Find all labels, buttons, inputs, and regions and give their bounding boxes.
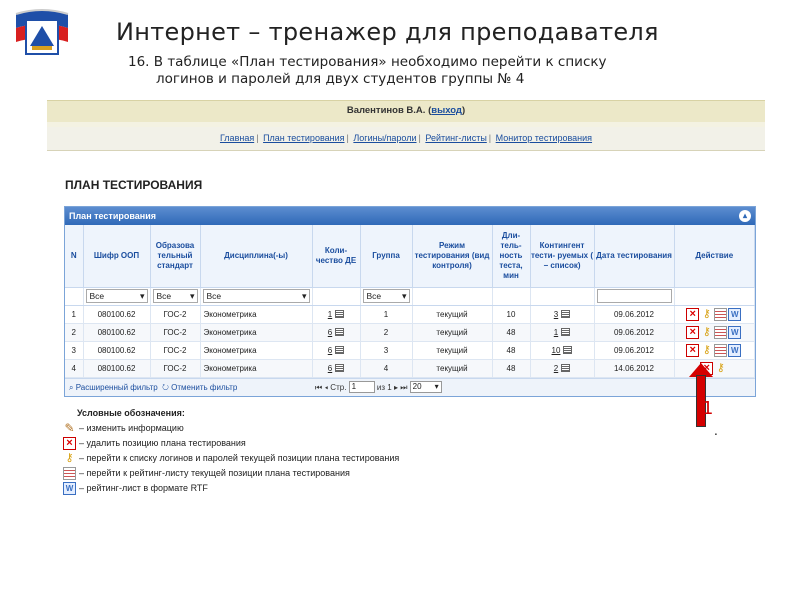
cell-contingent <box>530 323 594 341</box>
pager-center <box>315 379 442 397</box>
legend-title: Условные обозначения: <box>77 408 185 418</box>
legend-item <box>63 481 399 496</box>
table-row <box>65 323 755 341</box>
collapse-icon[interactable]: ▴ <box>739 210 751 222</box>
cell-mode: текущий <box>412 323 492 341</box>
list-icon[interactable] <box>335 364 344 372</box>
page-title: ПЛАН ТЕСТИРОВАНИЯ <box>65 178 203 192</box>
col-duration[interactable]: Дли- тель- ность теста, мин <box>492 225 530 287</box>
rating-list-icon <box>63 467 76 480</box>
header-row <box>65 225 755 287</box>
prev-page-icon[interactable]: ◂ <box>324 382 329 392</box>
table-row <box>65 359 755 377</box>
legend-item <box>63 451 399 466</box>
cell-group: 4 <box>360 359 412 377</box>
filter-cell <box>360 287 412 305</box>
cell-date: 09.06.2012 <box>594 305 674 323</box>
list-icon[interactable] <box>335 310 344 318</box>
user-name: Валентинов В.А. ( <box>346 105 432 116</box>
contingent-link[interactable]: 2 <box>553 363 559 373</box>
rtf-icon: W <box>63 482 76 495</box>
cell-standard: ГОС-2 <box>150 305 200 323</box>
nav-separator: | <box>488 133 492 143</box>
cell-oop: 080100.62 <box>83 359 150 377</box>
list-icon[interactable] <box>561 310 570 318</box>
annotation-label: 1 <box>702 398 714 419</box>
delete-icon: × <box>63 437 76 450</box>
nav-separator: | <box>256 133 259 143</box>
legend-text: – удалить позицию плана тестирования <box>79 438 246 448</box>
slide-title: Интернет – тренажер для преподавателя <box>116 18 659 46</box>
de-count-link[interactable]: 1 <box>327 309 333 319</box>
user-bar-close: ) <box>461 105 466 116</box>
nav-rating-lists[interactable]: Рейтинг-листы <box>425 133 487 143</box>
university-logo <box>12 8 72 62</box>
legend-item <box>63 421 399 436</box>
table-row <box>65 305 755 323</box>
filter-cell <box>200 287 312 305</box>
list-icon[interactable] <box>561 364 570 372</box>
cell-standard: ГОС-2 <box>150 323 200 341</box>
cell-oop: 080100.62 <box>83 305 150 323</box>
cell-oop: 080100.62 <box>83 341 150 359</box>
cell-de <box>312 323 360 341</box>
delete-icon[interactable]: × <box>686 308 699 321</box>
legend <box>63 408 399 496</box>
cell-actions <box>674 305 755 323</box>
nav-separator: | <box>346 133 349 143</box>
filter-cell <box>594 287 674 305</box>
cell-group: 2 <box>360 323 412 341</box>
search-icon: ⌕ <box>69 382 74 392</box>
test-plan-grid <box>64 206 756 397</box>
cell-discipline: Эконометрика <box>200 323 312 341</box>
cell-group: 1 <box>360 305 412 323</box>
filter-cell <box>412 287 492 305</box>
cell-date: 09.06.2012 <box>594 323 674 341</box>
table-body <box>65 305 755 377</box>
nav-separator: | <box>418 133 421 143</box>
col-group[interactable]: Группа <box>360 225 412 287</box>
legend-text: – рейтинг-лист в формате RTF <box>79 483 208 493</box>
key-icon[interactable]: ⚷ <box>716 361 725 374</box>
key-icon: ⚷ <box>65 452 74 465</box>
key-icon[interactable]: ⚷ <box>702 325 711 338</box>
delete-icon[interactable]: × <box>700 362 713 375</box>
page-label: Стр. <box>330 382 347 392</box>
instruction-line-2: логинов и паролей для двух студентов группы № 4 <box>156 71 525 87</box>
oop-filter-select[interactable]: Все ▾ <box>86 289 148 303</box>
delete-icon[interactable]: × <box>686 326 699 339</box>
cancel-filter-link[interactable]: Отменить фильтр <box>171 382 238 392</box>
main-nav <box>47 127 765 151</box>
cell-mode: текущий <box>412 305 492 323</box>
slide-instruction <box>128 54 607 88</box>
cell-actions <box>674 359 755 377</box>
rating-list-icon[interactable] <box>714 344 727 357</box>
legend-text: – перейти к списку логинов и паролей текущей позиции плана тестирования <box>79 453 400 463</box>
list-icon[interactable] <box>335 328 344 336</box>
cell-n: 2 <box>65 323 83 341</box>
nav-test-plan[interactable]: План тестирования <box>263 133 345 143</box>
user-bar <box>47 100 765 122</box>
legend-item <box>63 466 399 481</box>
col-action: Действие <box>674 225 755 287</box>
de-count-link[interactable]: 6 <box>327 345 333 355</box>
filter-row <box>65 287 755 305</box>
pager-links <box>69 379 237 397</box>
cell-discipline: Эконометрика <box>200 359 312 377</box>
cell-oop: 080100.62 <box>83 323 150 341</box>
col-n[interactable]: N <box>65 225 83 287</box>
filter-cell <box>492 287 530 305</box>
list-icon[interactable] <box>563 346 572 354</box>
cell-mode: текущий <box>412 359 492 377</box>
rating-list-icon[interactable] <box>714 326 727 339</box>
de-count-link[interactable]: 6 <box>327 327 333 337</box>
group-filter-select[interactable]: Все ▾ <box>363 289 410 303</box>
col-standard[interactable]: Образова тельный стандарт <box>150 225 200 287</box>
rtf-icon[interactable]: W <box>728 308 741 321</box>
rtf-icon[interactable]: W <box>728 344 741 357</box>
cell-contingent <box>530 359 594 377</box>
cell-discipline: Эконометрика <box>200 305 312 323</box>
filter-cell <box>65 287 83 305</box>
col-oop[interactable]: Шифр ООП <box>83 225 150 287</box>
cell-standard: ГОС-2 <box>150 341 200 359</box>
standard-filter-select[interactable]: Все ▾ <box>153 289 198 303</box>
annotation-dot: . <box>714 424 718 438</box>
filter-cell <box>530 287 594 305</box>
nav-home[interactable]: Главная <box>219 133 255 143</box>
cell-n: 3 <box>65 341 83 359</box>
delete-icon[interactable]: × <box>686 344 699 357</box>
cell-contingent <box>530 341 594 359</box>
list-icon[interactable] <box>335 346 344 354</box>
filter-cell <box>312 287 360 305</box>
cell-actions <box>674 323 755 341</box>
date-filter-input[interactable] <box>597 289 672 303</box>
pencil-icon: ✎ <box>64 421 75 436</box>
cell-date: 09.06.2012 <box>594 341 674 359</box>
grid-pager <box>65 378 755 396</box>
test-plan-table <box>65 225 755 378</box>
cell-duration: 48 <box>492 359 530 377</box>
list-icon[interactable] <box>561 328 570 336</box>
col-mode[interactable]: Режим тестирования (вид контроля) <box>412 225 492 287</box>
cell-de <box>312 305 360 323</box>
cell-discipline: Эконометрика <box>200 341 312 359</box>
rating-list-icon[interactable] <box>714 308 727 321</box>
cell-de <box>312 341 360 359</box>
cell-n: 4 <box>65 359 83 377</box>
refresh-icon: ↻ <box>162 382 169 392</box>
contingent-link[interactable]: 3 <box>553 309 559 319</box>
page-of-label: из 1 <box>376 382 392 392</box>
table-row <box>65 341 755 359</box>
col-de[interactable]: Коли- чество ДЕ <box>312 225 360 287</box>
nav-logins[interactable]: Логины/пароли <box>353 133 417 143</box>
filter-cell <box>83 287 150 305</box>
legend-item <box>63 436 399 451</box>
logout-link[interactable]: выход <box>431 105 462 116</box>
rows-per-page-select[interactable]: 20 ▾ <box>410 381 442 393</box>
grid-caption <box>65 207 755 225</box>
cell-duration: 48 <box>492 323 530 341</box>
rtf-icon[interactable]: W <box>728 326 741 339</box>
cell-contingent <box>530 305 594 323</box>
cell-actions <box>674 341 755 359</box>
cell-mode: текущий <box>412 341 492 359</box>
cell-duration: 10 <box>492 305 530 323</box>
instruction-line-1: 16. В таблице «План тестирования» необходимо перейти к списку <box>128 54 607 70</box>
cell-de <box>312 359 360 377</box>
first-page-icon[interactable]: ⏮ <box>315 382 323 392</box>
cell-duration: 48 <box>492 341 530 359</box>
col-discipline[interactable]: Дисциплина(-ы) <box>200 225 312 287</box>
legend-text: – изменить информацию <box>79 423 184 433</box>
grid-caption-text: План тестирования <box>69 211 157 221</box>
de-count-link[interactable]: 6 <box>327 363 333 373</box>
col-contingent[interactable]: Контингент тести- руемых ( − список) <box>530 225 594 287</box>
page-input[interactable]: 1 <box>349 381 375 393</box>
contingent-link[interactable]: 10 <box>551 345 561 355</box>
key-icon[interactable]: ⚷ <box>702 343 711 356</box>
nav-test-monitor[interactable]: Монитор тестирования <box>495 133 593 143</box>
legend-text: – перейти к рейтинг-листу текущей позиции плана тестирования <box>79 468 350 478</box>
col-date[interactable]: Дата тестирования <box>594 225 674 287</box>
filter-cell <box>674 287 755 305</box>
cell-group: 3 <box>360 341 412 359</box>
extended-filter-link[interactable]: Расширенный фильтр <box>75 382 158 392</box>
contingent-link[interactable]: 1 <box>553 327 559 337</box>
cell-n: 1 <box>65 305 83 323</box>
discipline-filter-select[interactable]: Все ▾ <box>203 289 310 303</box>
next-page-icon[interactable]: ▸ <box>393 382 398 392</box>
cell-standard: ГОС-2 <box>150 359 200 377</box>
filter-cell <box>150 287 200 305</box>
key-icon[interactable]: ⚷ <box>702 307 711 320</box>
app-screenshot <box>47 100 765 500</box>
last-page-icon[interactable]: ⏭ <box>400 382 408 392</box>
cell-date: 14.06.2012 <box>594 359 674 377</box>
